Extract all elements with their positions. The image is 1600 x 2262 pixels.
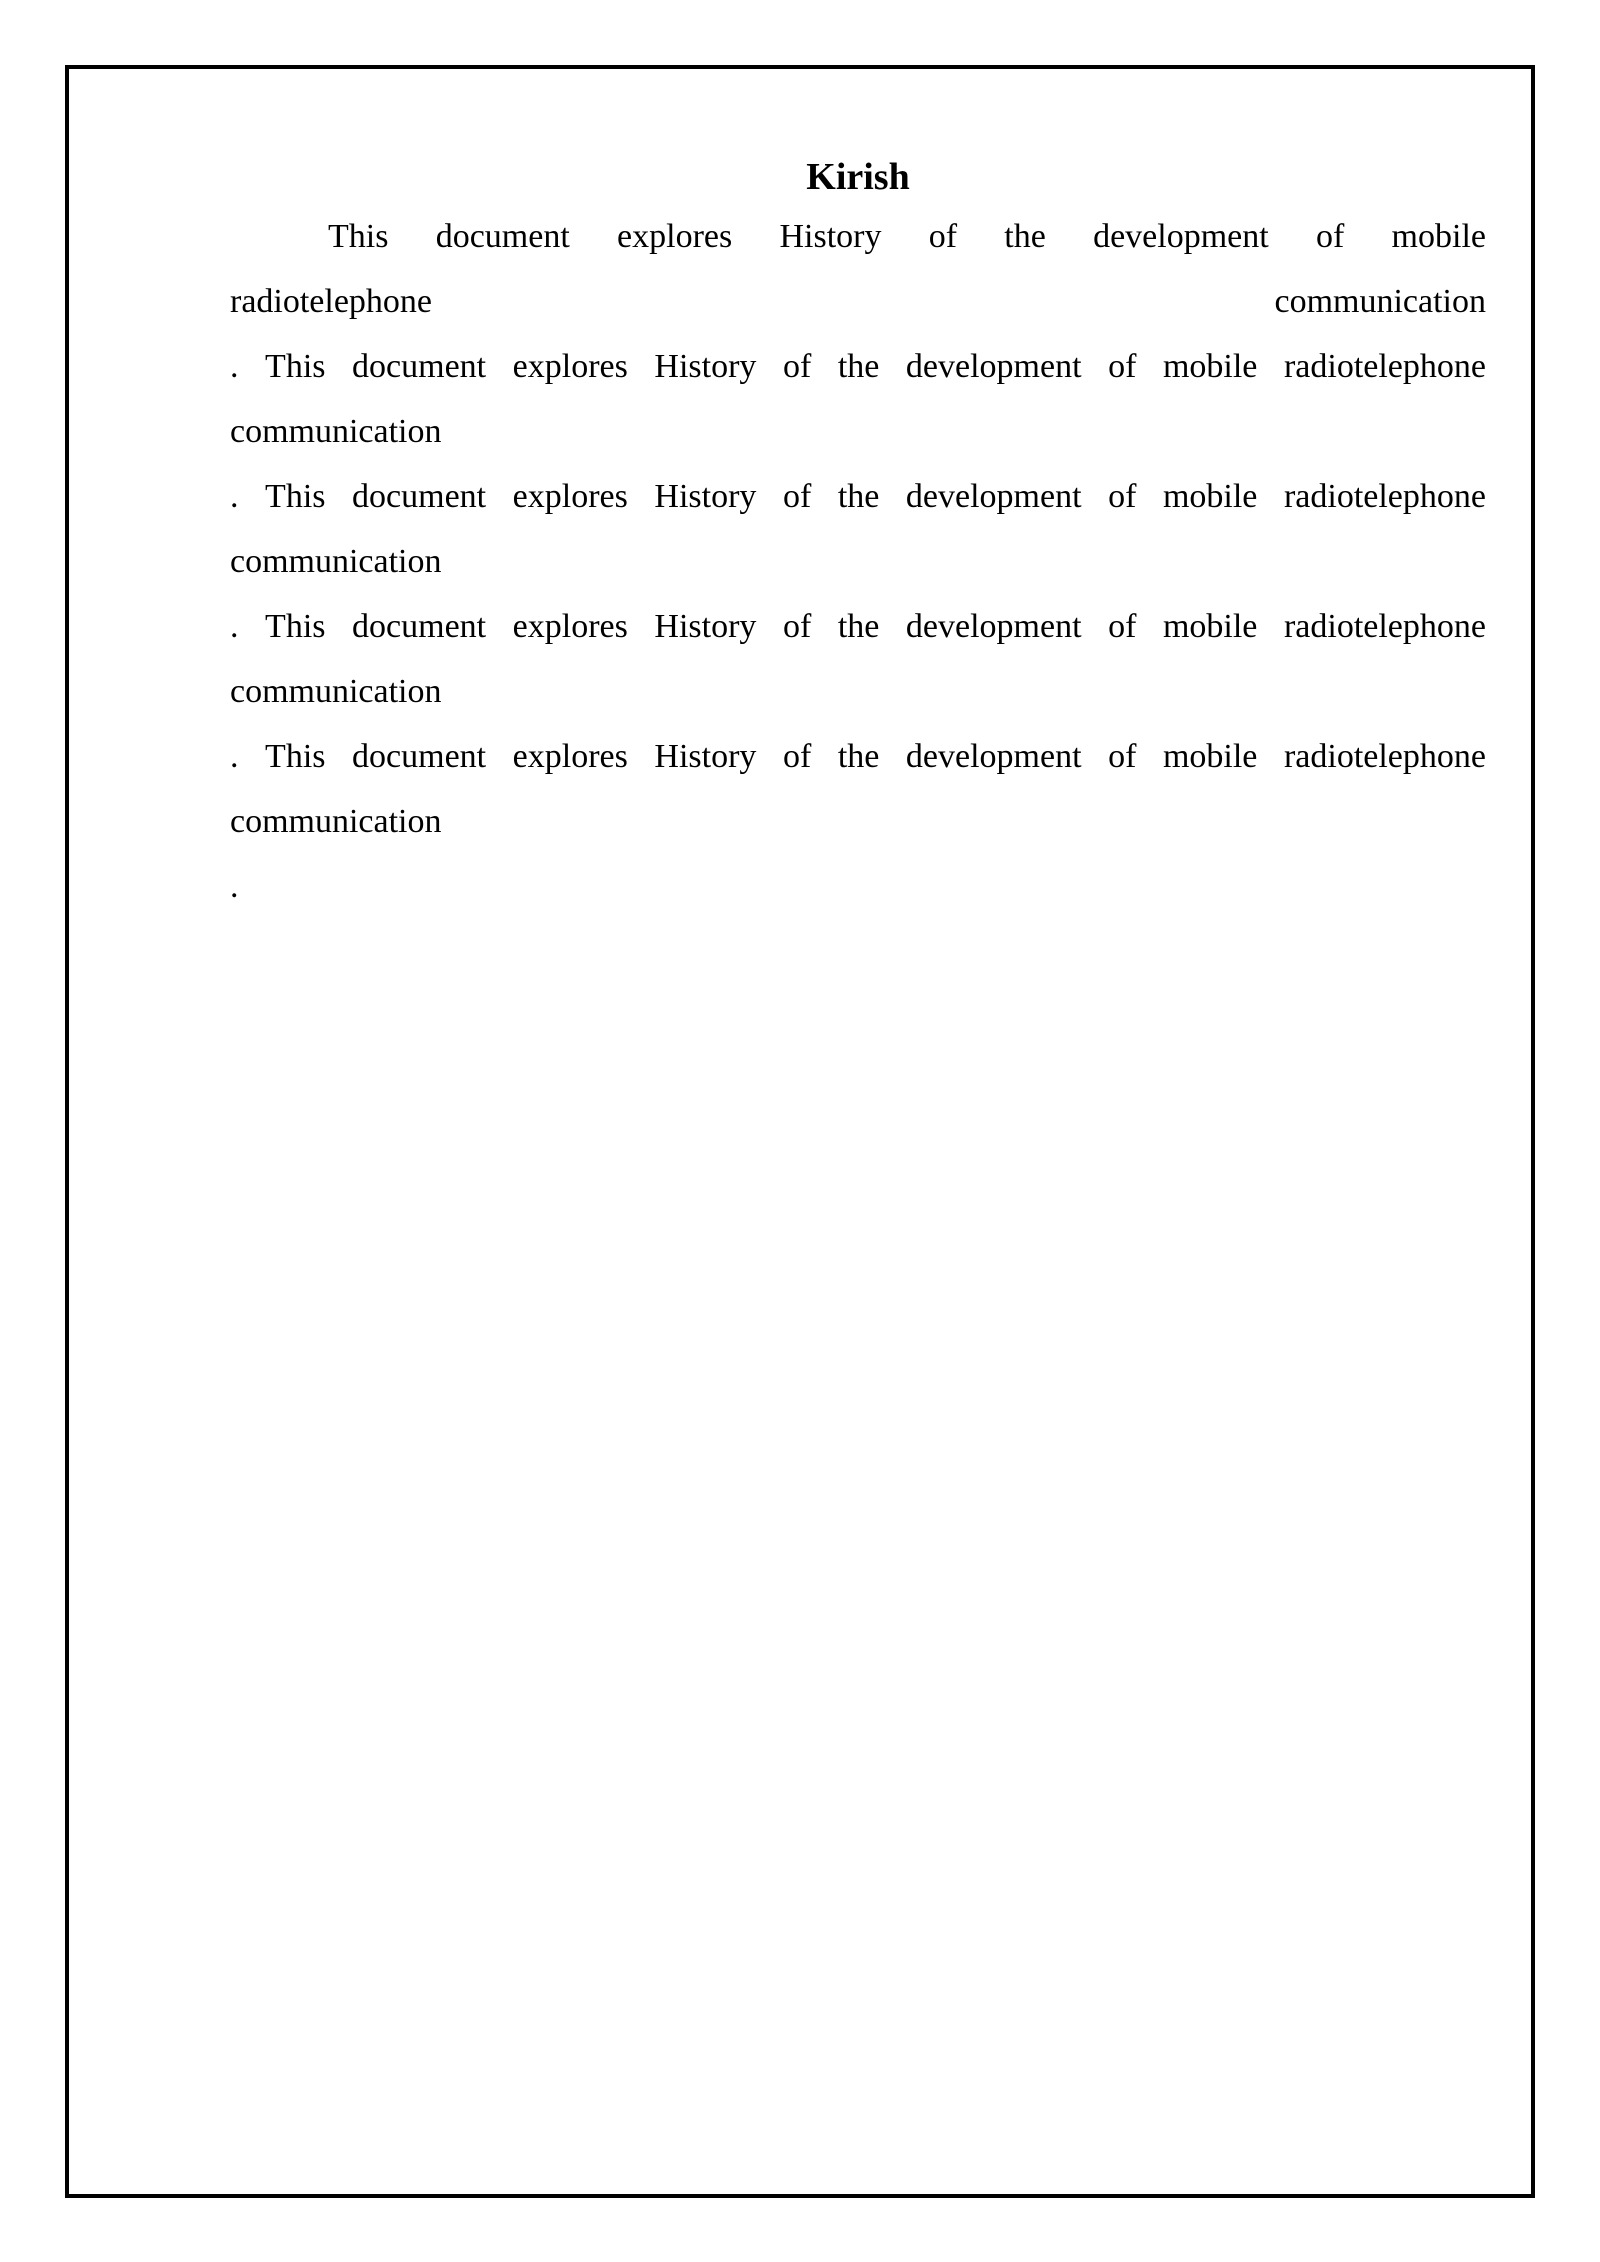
paragraph-5	[230, 724, 1486, 854]
word: mobile	[1162, 478, 1258, 515]
word: document	[352, 738, 487, 775]
word: History	[654, 608, 757, 645]
word: communication	[1274, 283, 1486, 320]
word: This	[265, 738, 326, 775]
paragraph-4-line-1	[230, 594, 1486, 659]
word: document	[352, 608, 487, 645]
word: of	[1315, 218, 1345, 255]
word: mobile	[1162, 608, 1258, 645]
word: the	[837, 478, 880, 515]
word: This	[265, 608, 326, 645]
word: explores	[617, 218, 733, 255]
word: document	[352, 478, 487, 515]
paragraph-3-line-1	[230, 464, 1486, 529]
word: of	[928, 218, 958, 255]
document-body	[230, 150, 1486, 919]
word: the	[837, 738, 880, 775]
word: development	[905, 738, 1082, 775]
word: radiotelephone	[1283, 348, 1486, 385]
word: of	[782, 348, 812, 385]
word: of	[782, 738, 812, 775]
word: development	[905, 608, 1082, 645]
final-period-line: .	[230, 868, 239, 905]
word: of	[1108, 348, 1137, 385]
word: document	[435, 218, 570, 255]
word: History	[779, 218, 882, 255]
paragraph-4-line-2: communication	[230, 673, 442, 710]
word: mobile	[1162, 348, 1258, 385]
word: .	[230, 608, 239, 645]
paragraph-1-line-2	[230, 269, 1486, 334]
word: History	[654, 348, 757, 385]
word: radiotelephone	[1283, 608, 1486, 645]
word: .	[230, 348, 239, 385]
word: radiotelephone	[1283, 738, 1486, 775]
paragraph-6	[230, 854, 1486, 919]
page-title: Kirish	[806, 156, 910, 198]
word: explores	[512, 608, 628, 645]
paragraph-1-line-1	[230, 204, 1486, 269]
word: document	[352, 348, 487, 385]
word: This	[328, 218, 389, 255]
paragraph-2-line-2: communication	[230, 413, 442, 450]
paragraph-2	[230, 334, 1486, 464]
word: of	[1108, 738, 1137, 775]
word: the	[1004, 218, 1046, 255]
paragraph-3	[230, 464, 1486, 594]
word: This	[265, 348, 326, 385]
word: History	[654, 478, 757, 515]
word: of	[1108, 478, 1137, 515]
word: development	[905, 478, 1082, 515]
word: explores	[512, 348, 628, 385]
paragraph-3-line-2: communication	[230, 543, 442, 580]
word: of	[782, 478, 812, 515]
word: of	[782, 608, 812, 645]
paragraph-2-line-1	[230, 334, 1486, 399]
word: mobile	[1162, 738, 1258, 775]
paragraph-4	[230, 594, 1486, 724]
paragraph-1	[230, 204, 1486, 334]
word: mobile	[1391, 218, 1486, 255]
word: explores	[512, 738, 628, 775]
word: .	[230, 738, 239, 775]
word: explores	[512, 478, 628, 515]
word: History	[654, 738, 757, 775]
word: development	[1093, 218, 1269, 255]
word: the	[837, 348, 880, 385]
word: the	[837, 608, 880, 645]
word: radiotelephone	[230, 283, 433, 320]
word: radiotelephone	[1283, 478, 1486, 515]
word: This	[265, 478, 326, 515]
word: of	[1108, 608, 1137, 645]
paragraph-5-line-2: communication	[230, 803, 442, 840]
word: .	[230, 478, 239, 515]
word: development	[905, 348, 1082, 385]
paragraph-5-line-1	[230, 724, 1486, 789]
